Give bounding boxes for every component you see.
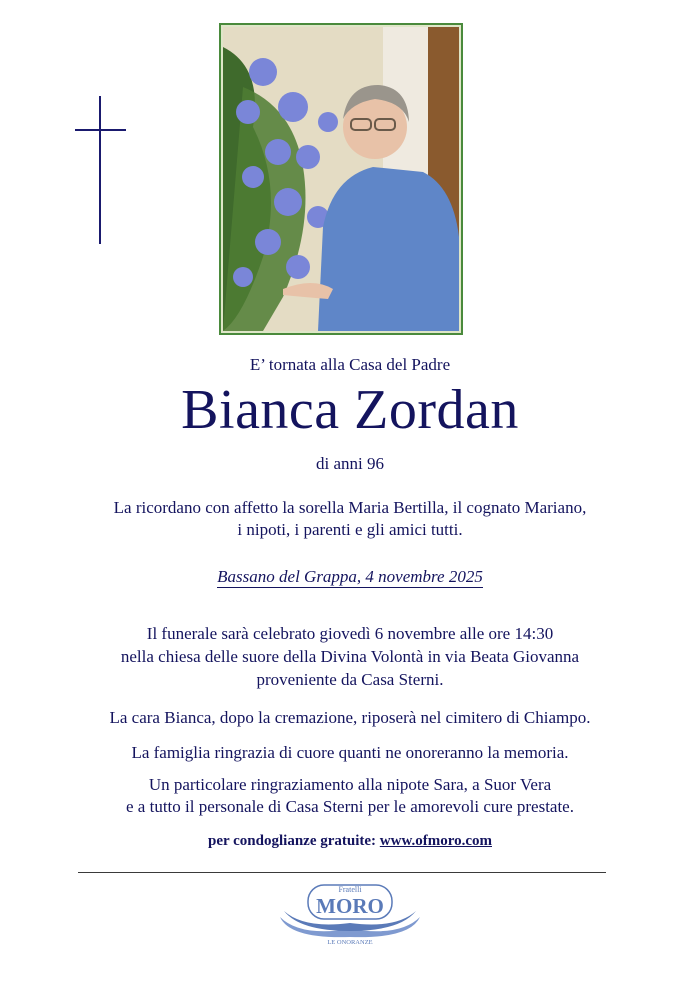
thanks-text: La famiglia ringrazia di cuore quanti ne onoreranno la memoria. — [131, 743, 569, 762]
cross-icon-bar — [75, 129, 126, 131]
condolences-line — [0, 833, 700, 850]
condolences-label: per condoglianze gratuite: — [208, 833, 377, 849]
special-thanks-line: Un particolare ringraziamento alla nipote Sara, a Suor Vera — [148, 775, 552, 794]
remembrance-text — [0, 497, 700, 541]
cross-icon — [99, 96, 101, 244]
rest-text: La cara Bianca, dopo la cremazione, riposerà nel cimitero di Chiampo. — [109, 708, 591, 727]
intro-line: E’ tornata alla Casa del Padre — [249, 355, 451, 374]
funeral-info — [0, 622, 700, 691]
divider — [78, 872, 606, 873]
logo-bottom-text: LE ONORANZE — [327, 939, 373, 945]
portrait-image — [223, 27, 459, 331]
funeral-line: Il funerale sarà celebrato giovedì 6 novembre alle ore 14:30 — [146, 624, 554, 643]
age-line: di anni 96 — [316, 454, 384, 473]
remembrance-line: i nipoti, i parenti e gli amici tutti. — [237, 520, 463, 539]
place-date — [0, 567, 700, 587]
funeral-line: proveniente da Casa Sterni. — [256, 670, 444, 689]
funeral-line: nella chiesa delle suore della Divina Volontà in via Beata Giovanna — [120, 647, 580, 666]
condolences-link[interactable]: www.ofmoro.com — [379, 833, 492, 849]
place-date-text: Bassano del Grappa, 4 novembre 2025 — [217, 567, 483, 586]
special-thanks-line: e a tutto il personale di Casa Sterni per le amorevoli cure prestate. — [126, 797, 574, 816]
funeral-home-logo — [270, 877, 430, 945]
remembrance-line: La ricordano con affetto la sorella Maria Bertilla, il cognato Mariano, — [113, 498, 587, 517]
logo-top-text: Fratelli — [338, 885, 362, 894]
portrait-photo — [219, 23, 463, 335]
special-thanks — [0, 774, 700, 818]
deceased-name: Bianca Zordan — [181, 379, 519, 441]
logo-name-text: MORO — [316, 894, 384, 918]
